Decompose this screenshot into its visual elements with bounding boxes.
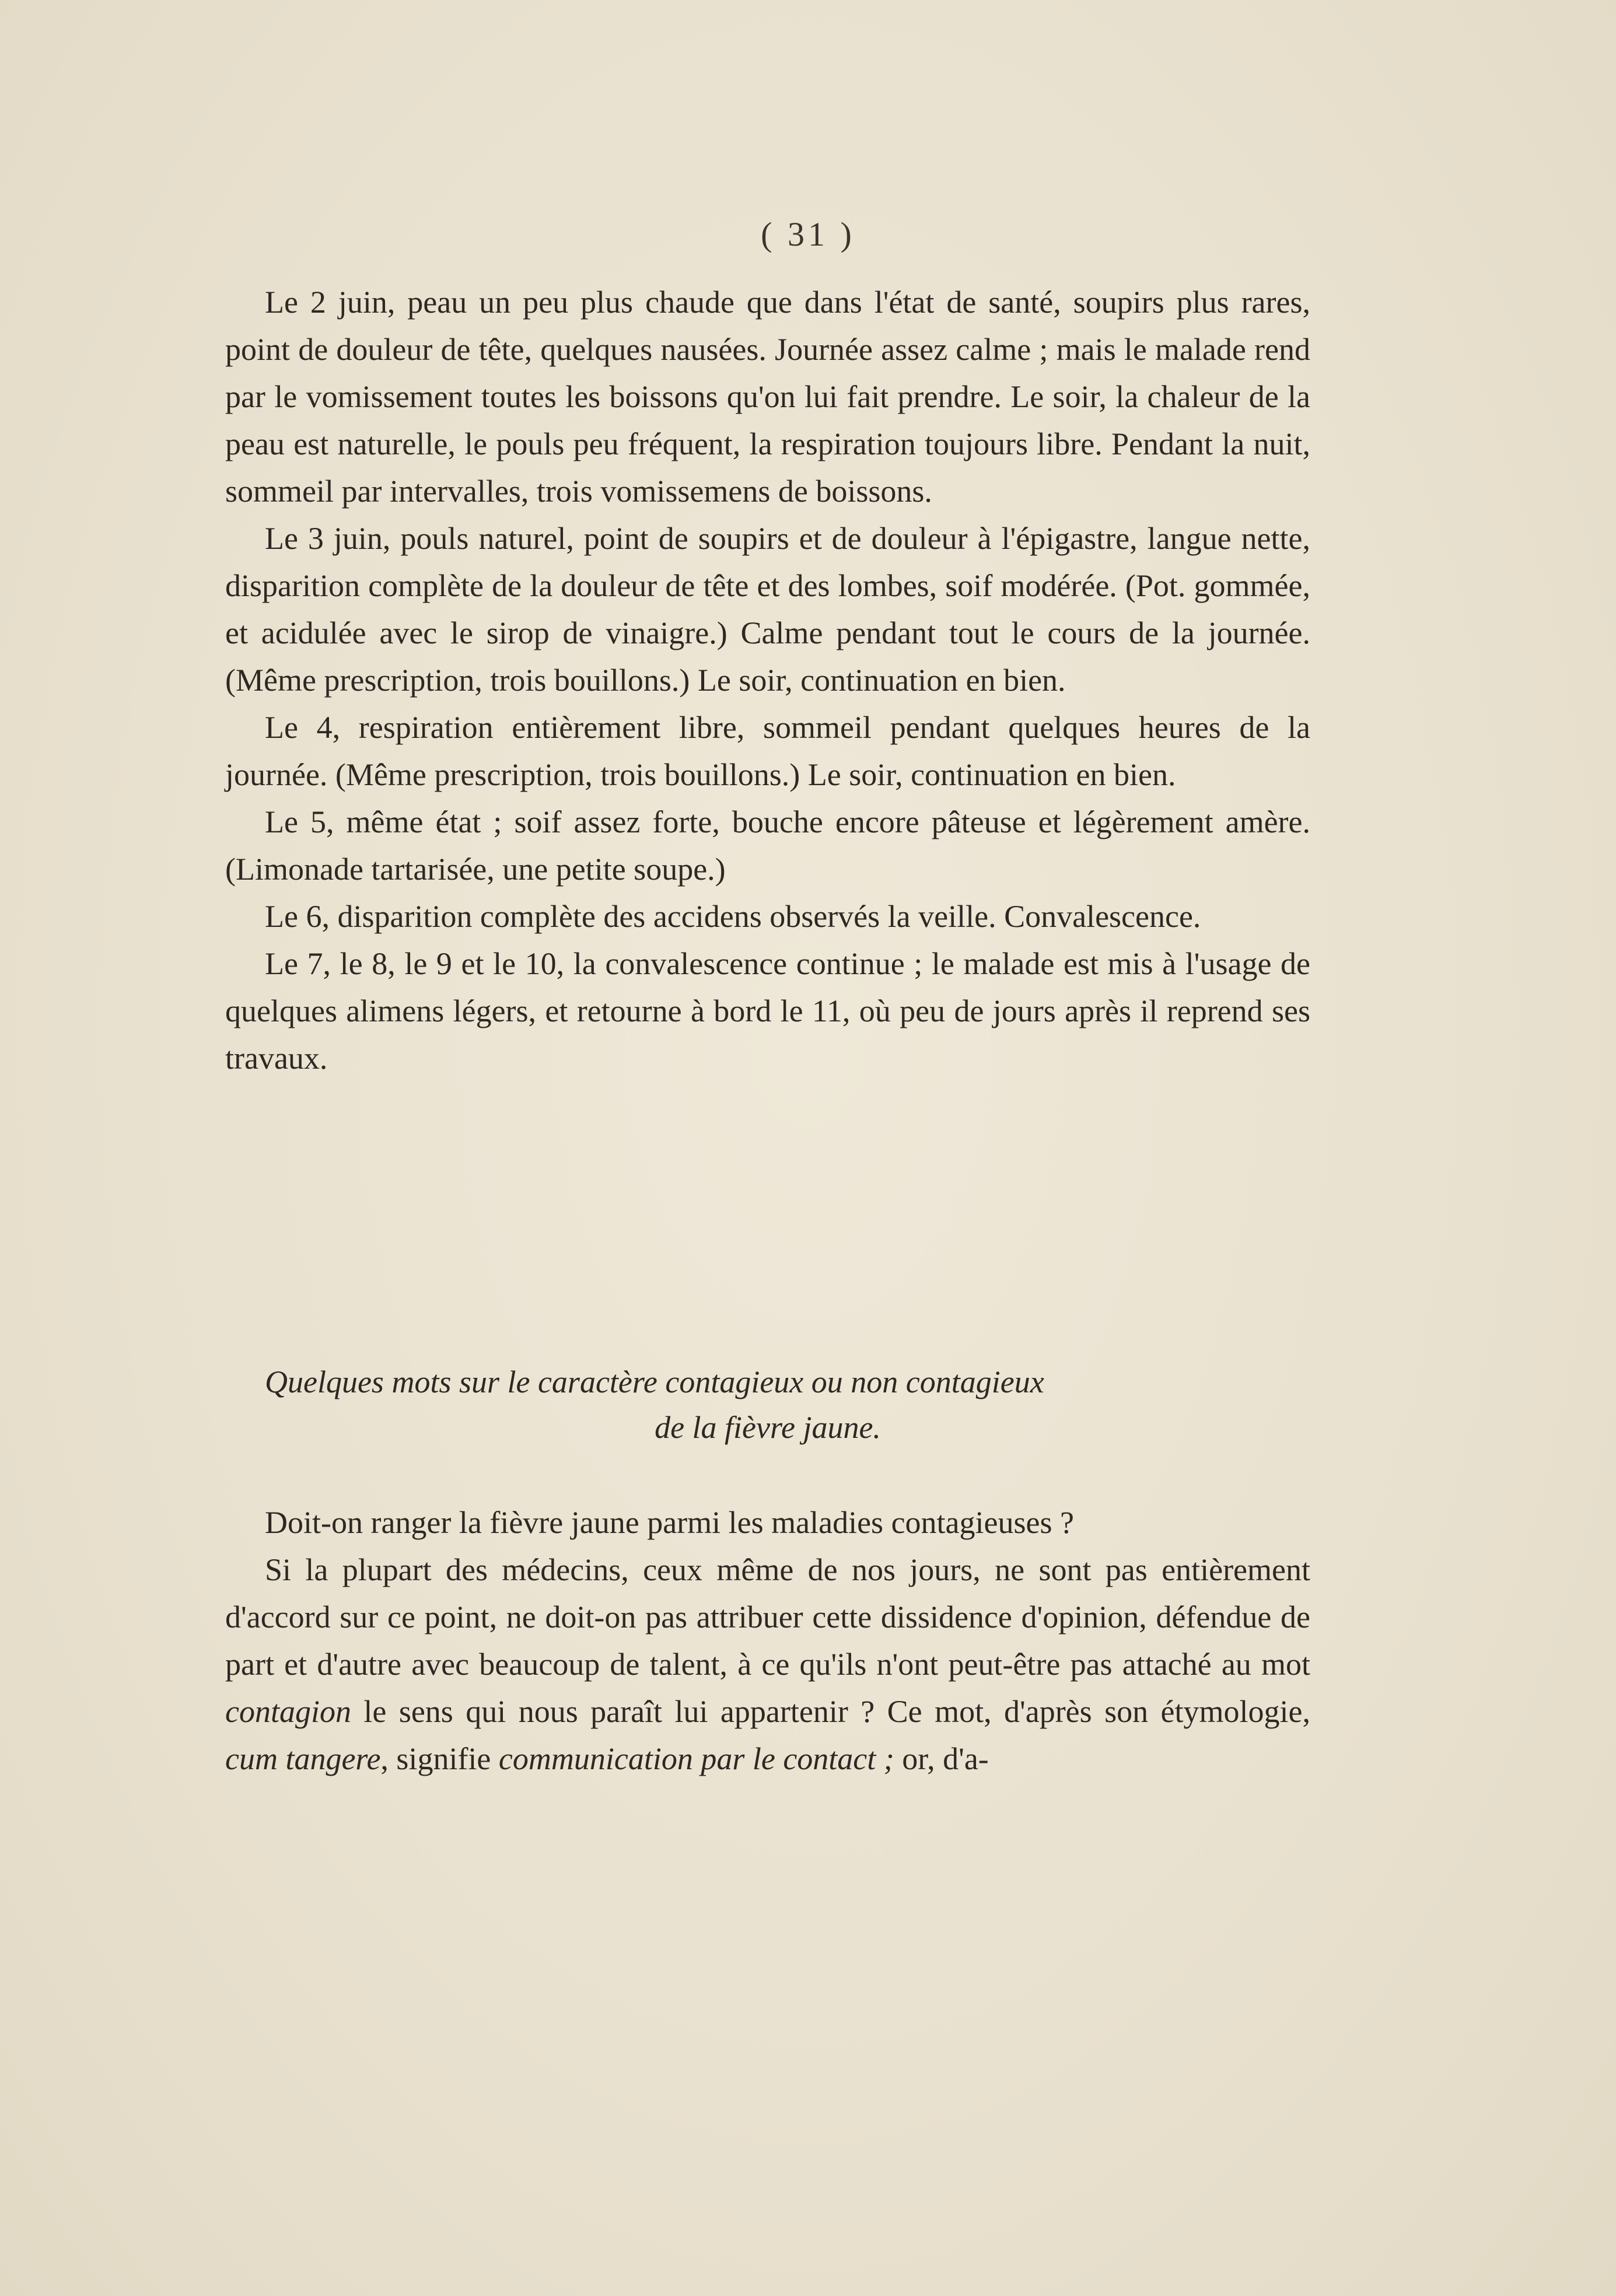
- contagion-discussion: [225, 1499, 1310, 1783]
- discussion-paragraph: [225, 1546, 1310, 1783]
- paragraph-6: Le 6, disparition complète des accidens observés la veille. Convalescence.: [265, 899, 1201, 934]
- case-notes: [225, 279, 1310, 1082]
- paragraph-3-juin: Le 3 juin, pouls naturel, point de soupirs et de douleur à l'épigastre, langue nette, disparition complète de la douleur de tête et des lombes, soif modérée. (Pot. gommée, et acidulée avec le sirop de vinaigre.) Calme pendant tout le cours de la journée. (Même prescription, trois bouillons.) Le soir, continuation en bien.: [225, 521, 1310, 698]
- term-cum-tangere: cum tangere: [225, 1741, 381, 1776]
- question-paragraph: Doit-on ranger la fièvre jaune parmi les maladies contagieuses ?: [265, 1505, 1074, 1540]
- paragraph-7-to-10: Le 7, le 8, le 9 et le 10, la convalescence continue ; le malade est mis à l'usage de quelques alimens légers, et retourne à bord le 11, où peu de jours après il reprend ses travaux.: [225, 946, 1310, 1076]
- page-number: ( 31 ): [761, 215, 855, 253]
- discussion-text-4: or, d'a-: [894, 1741, 989, 1776]
- paragraph-4: Le 4, respiration entièrement libre, sommeil pendant quelques heures de la journée. (Même prescription, trois bouillons.) Le soir, continuation en bien.: [225, 710, 1310, 792]
- section-title: [225, 1359, 1310, 1450]
- section-title-line-1: Quelques mots sur le caractère contagieux ou non contagieux: [265, 1364, 1044, 1399]
- discussion-text-1: Si la plupart des médecins, ceux même de nos jours, ne sont pas entièrement d'accord sur ce point, ne doit-on pas attribuer cette dissidence d'opinion, défendue de part et d'autre avec beaucoup de talent, à ce qu'ils n'ont peut-être pas attaché au mot: [225, 1552, 1310, 1682]
- paragraph-2-juin: Le 2 juin, peau un peu plus chaude que dans l'état de santé, soupirs plus rares, point de douleur de tête, quelques nausées. Journée assez calme ; mais le malade rend par le vomissement toutes les boissons qu'on lui fait prendre. Le soir, la chaleur de la peau est naturelle, le pouls peu fréquent, la respiration toujours libre. Pendant la nuit, sommeil par intervalles, trois vomissemens de boissons.: [225, 285, 1310, 509]
- term-contagion: contagion: [225, 1694, 351, 1729]
- term-communication: communication par le contact ;: [498, 1741, 894, 1776]
- section-title-line-2: de la fièvre jaune.: [655, 1410, 881, 1445]
- paragraph-5: Le 5, même état ; soif assez forte, bouche encore pâteuse et légèrement amère. (Limonade tartarisée, une petite soupe.): [225, 804, 1310, 887]
- discussion-text-3: , signifie: [380, 1741, 499, 1776]
- discussion-text-2: le sens qui nous paraît lui appartenir ? Ce mot, d'après son étymologie,: [351, 1694, 1310, 1729]
